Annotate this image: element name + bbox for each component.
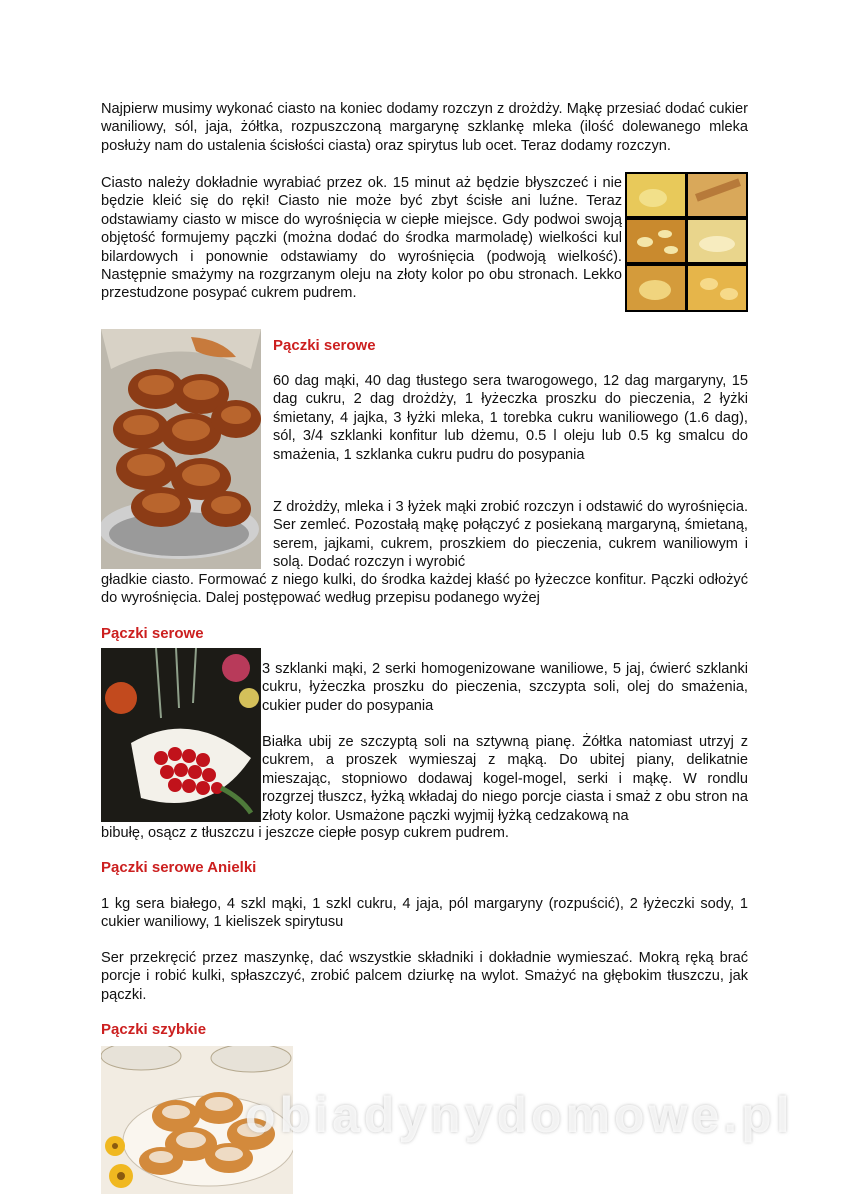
recipe-1-method-part-1: Z drożdży, mleka i 3 łyżek mąki zrobić rozczyn i odstawić do wyrośnięcia. Ser zemleć. Pozostałą mąkę połączyć z posiekaną margaryną, śmietaną, serem, jajkami, cukrem, proszkiem do pieczenia, cukrem waniliowym i solą. Dodać rozczyn i wyrobić — [273, 499, 748, 571]
recipe-3-ingredients: 1 kg sera białego, 4 szkl mąki, 1 szkl cukru, 4 jaja, pól margaryny (rozpuścić), 2 łyżeczki sody, 1 cukier waniliowy, 1 kieliszek spirytusu — [101, 896, 748, 931]
recipe-2-title: Pączki serowe — [101, 625, 204, 642]
intro-paragraph-1: Najpierw musimy wykonać ciasto na koniec dodamy rozczyn z drożdży. Mąkę przesiać dodać cukier waniliowy, sól, jaja, żółtka, rozpuszczoną margarynę szklankę mleka (ilość dolewanego mleka posłuży nam do ustalenia ścisłości ciasta) oraz spirytus lub ocet. Teraz dodamy rozczyn. — [101, 101, 748, 154]
recipe-3-method: Ser przekręcić przez maszynkę, dać wszystkie składniki i dokładnie wymieszać. Mokrą ręką brać porcje i robić kulki, spłaszczyć, zrobić palcem dziurkę na wylot. Smażyć na głębokim tłuszczu, jak pączki. — [101, 950, 748, 1003]
recipe-1-ingredients: 60 dag mąki, 40 dag tłustego sera twarogowego, 12 dag margaryny, 15 dag cukru, 2 dag drożdży, 1 łyżeczka proszku do pieczenia, 2 łyżki śmietany, 4 jajka, 3 łyżki mleka, 1 torebka cukru waniliowego (1.6 dag), sól, 3/4 szklanki konfitur lub dżemu, 0.5 l oleju lub 0.5 kg smalcu do smażenia, 1 szklanka cukru pudru do posypania — [273, 373, 748, 463]
cherry-dessert-photo — [101, 648, 261, 822]
site-watermark: obiadynydomowe.pl — [245, 1087, 794, 1143]
recipe-1-method-part-2: gładkie ciasto. Formować z niego kulki, do środka każdej kłaść po łyżeczce konfitur. Pączki odłożyć do wyrośnięcia. Dalej postępować według przepisu podanego wyżej — [101, 572, 748, 607]
recipe-1-title: Pączki serowe — [273, 337, 376, 354]
recipe-3-title: Pączki serowe Anielki — [101, 859, 257, 876]
dough-steps-photo-grid — [625, 172, 748, 312]
recipe-2-method-part-1: Białka ubij ze szczyptą soli na sztywną pianę. Żółtka natomiast utrzyj z cukrem, a proszek wymieszaj z mąką. Do ubitej piany, delikatnie mieszając, stopniowo dodawaj kogel-mogel, serki i mąkę. W rondlu rozgrzej tłuszcz, łyżką wkładaj do niego porcje ciasta i smaż z obu stron na złoty kolor. Usmażone pączki wyjmij łyżką cedzakową na — [262, 734, 748, 824]
intro-paragraph-2: Ciasto należy dokładnie wyrabiać przez ok. 15 minut aż będzie błyszczeć i nie będzie kleić się do ręki! Ciasto nie może być zbyt ścisłe ani luźne. Teraz odstawiamy ciasto w misce do wyrośnięcia w ciepłe miejsce. Gdy podwoi swoją objętość formujemy pączki (można dodać do środka marmoladę) wielkości kul bilardowych i ponownie odstawiamy do wyrośnięcia (podwoją wielkość). Następnie smażymy na rozgrzanym oleju na złoty kolor po obu stronach. Lekko przestudzone posypać cukrem pudrem. — [101, 175, 622, 302]
recipe-2-ingredients: 3 szklanki mąki, 2 serki homogenizowane waniliowe, 5 jaj, ćwierć szklanki cukru, łyżeczka proszku do pieczenia, szczypta soli, olej do smażenia, cukier puder do posypania — [262, 661, 748, 714]
recipe-2-method-part-2: bibułę, osącz z tłuszczu i jeszcze ciepłe posyp cukrem pudrem. — [101, 825, 509, 841]
donuts-on-plate-photo — [101, 329, 261, 569]
recipe-4-title: Pączki szybkie — [101, 1021, 207, 1038]
